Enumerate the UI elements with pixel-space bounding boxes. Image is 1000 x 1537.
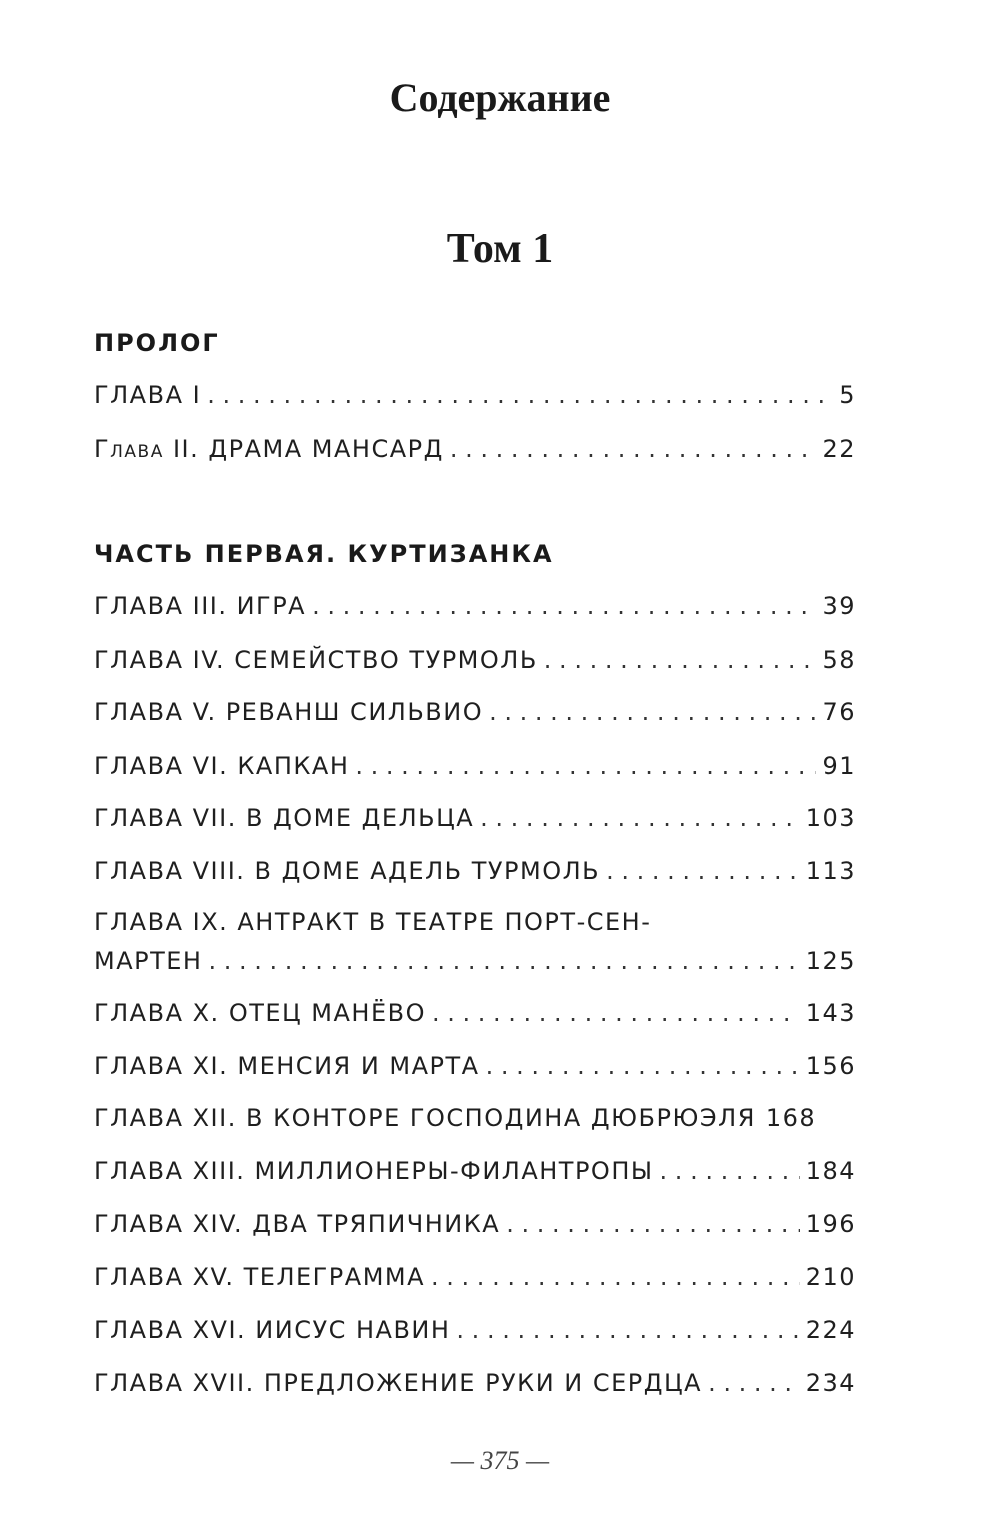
dot-leader bbox=[506, 1212, 799, 1236]
toc-entry-page: 39 bbox=[822, 592, 856, 620]
toc-entry-page: 76 bbox=[822, 698, 856, 726]
toc-entry[interactable] bbox=[94, 1106, 884, 1130]
toc-entry-label: ГЛАВА XV. ТЕЛЕГРАММА bbox=[94, 1263, 426, 1291]
toc-entry-page: 103 bbox=[805, 804, 856, 832]
toc-entry[interactable] bbox=[94, 1054, 856, 1078]
section-heading-prologue: ПРОЛОГ bbox=[94, 329, 220, 357]
toc-entry[interactable] bbox=[94, 700, 856, 724]
toc-entry-label: ГЛАВА XIV. ДВА ТРЯПИЧНИКА bbox=[94, 1210, 501, 1238]
toc-entry-label-line1: ГЛАВА IX. АНТРАКТ В ТЕАТРЕ ПОРТ-СЕН- bbox=[94, 908, 652, 936]
toc-entry[interactable] bbox=[94, 1318, 856, 1342]
toc-entry-page: 113 bbox=[805, 857, 856, 885]
toc-entry-page: 5 bbox=[839, 381, 856, 409]
toc-entry-label: ГЛАВА VI. КАПКАН bbox=[94, 752, 350, 780]
toc-entry-label: ГЛАВА VIII. В ДОМЕ АДЕЛЬ ТУРМОЛЬ bbox=[94, 857, 601, 885]
toc-entry[interactable] bbox=[94, 754, 856, 778]
dot-leader bbox=[431, 1265, 800, 1289]
toc-entry[interactable] bbox=[94, 648, 856, 672]
toc-entry-label: ГЛАВА XIII. МИЛЛИОНЕРЫ-ФИЛАНТРОПЫ bbox=[94, 1157, 654, 1185]
toc-entry[interactable] bbox=[94, 859, 856, 883]
dot-leader bbox=[355, 754, 816, 778]
dot-leader bbox=[312, 594, 816, 618]
dot-leader bbox=[486, 1054, 800, 1078]
toc-entry-page: 91 bbox=[822, 752, 856, 780]
dot-leader bbox=[208, 949, 799, 973]
toc-entry-page: 143 bbox=[805, 999, 856, 1027]
dot-leader bbox=[480, 806, 800, 830]
toc-entry-label: ГЛАВА XI. МЕНСИЯ И МАРТА bbox=[94, 1052, 480, 1080]
toc-entry-page: 156 bbox=[805, 1052, 856, 1080]
toc-entry-label: МАРТЕН bbox=[94, 947, 203, 975]
toc-entry-label: ГЛАВА VII. В ДОМЕ ДЕЛЬЦА bbox=[94, 804, 475, 832]
page-number: — 375 — bbox=[450, 1446, 550, 1475]
toc-entry-page: 168 bbox=[765, 1104, 817, 1132]
toc-entry[interactable] bbox=[94, 1371, 856, 1395]
dot-leader bbox=[708, 1371, 800, 1395]
toc-entry-page: 210 bbox=[805, 1263, 856, 1291]
toc-entry-page: 196 bbox=[805, 1210, 856, 1238]
toc-entry-page: 22 bbox=[822, 435, 856, 463]
toc-entry-label-prefix: Глава bbox=[94, 435, 164, 463]
dot-leader bbox=[544, 648, 817, 672]
toc-entry-label: ГЛАВА III. ИГРА bbox=[94, 592, 307, 620]
dot-leader bbox=[450, 437, 817, 461]
toc-entry-page: 234 bbox=[805, 1369, 856, 1397]
toc-entry-label: ГЛАВА XVII. ПРЕДЛОЖЕНИЕ РУКИ И СЕРДЦА bbox=[94, 1369, 703, 1397]
toc-entry-page: 125 bbox=[805, 947, 856, 975]
toc-entry[interactable] bbox=[94, 437, 856, 461]
toc-entry-page: 184 bbox=[805, 1157, 856, 1185]
toc-entry-label: ГЛАВА X. ОТЕЦ МАНЁВО bbox=[94, 999, 426, 1027]
dot-leader bbox=[489, 700, 816, 724]
toc-entry-page: 224 bbox=[805, 1316, 856, 1344]
volume-title: Том 1 bbox=[446, 226, 554, 272]
dot-leader bbox=[207, 383, 833, 407]
dot-leader bbox=[606, 859, 800, 883]
toc-entry[interactable] bbox=[94, 806, 856, 830]
toc-entry-page: 58 bbox=[822, 646, 856, 674]
toc-entry[interactable] bbox=[94, 383, 856, 407]
toc-entry-label: ГЛАВА IV. СЕМЕЙСТВО ТУРМОЛЬ bbox=[94, 646, 538, 674]
toc-entry-label: ГЛАВА XVI. ИИСУС НАВИН bbox=[94, 1316, 451, 1344]
toc-entry-label bbox=[94, 437, 444, 461]
section-heading-part-one: ЧАСТЬ ПЕРВАЯ. КУРТИЗАНКА bbox=[94, 540, 554, 568]
page-title: Содержание bbox=[389, 75, 611, 120]
toc-entry-label: ГЛАВА I bbox=[94, 381, 202, 409]
toc-entry[interactable] bbox=[94, 594, 856, 618]
toc-entry-label: ГЛАВА V. РЕВАНШ СИЛЬВИО bbox=[94, 698, 484, 726]
dot-leader bbox=[432, 1001, 800, 1025]
toc-entry[interactable] bbox=[94, 949, 856, 973]
dot-leader bbox=[456, 1318, 799, 1342]
toc-entry-label: ГЛАВА XII. В КОНТОРЕ ГОСПОДИНА ДЮБРЮЭЛЯ bbox=[94, 1104, 756, 1132]
toc-entry[interactable] bbox=[94, 1265, 856, 1289]
toc-entry[interactable] bbox=[94, 1159, 856, 1183]
toc-entry-label-text: II. ДРАМА МАНСАРД bbox=[163, 435, 444, 463]
toc-entry[interactable] bbox=[94, 1001, 856, 1025]
dot-leader bbox=[660, 1159, 800, 1183]
toc-entry[interactable] bbox=[94, 1212, 856, 1236]
